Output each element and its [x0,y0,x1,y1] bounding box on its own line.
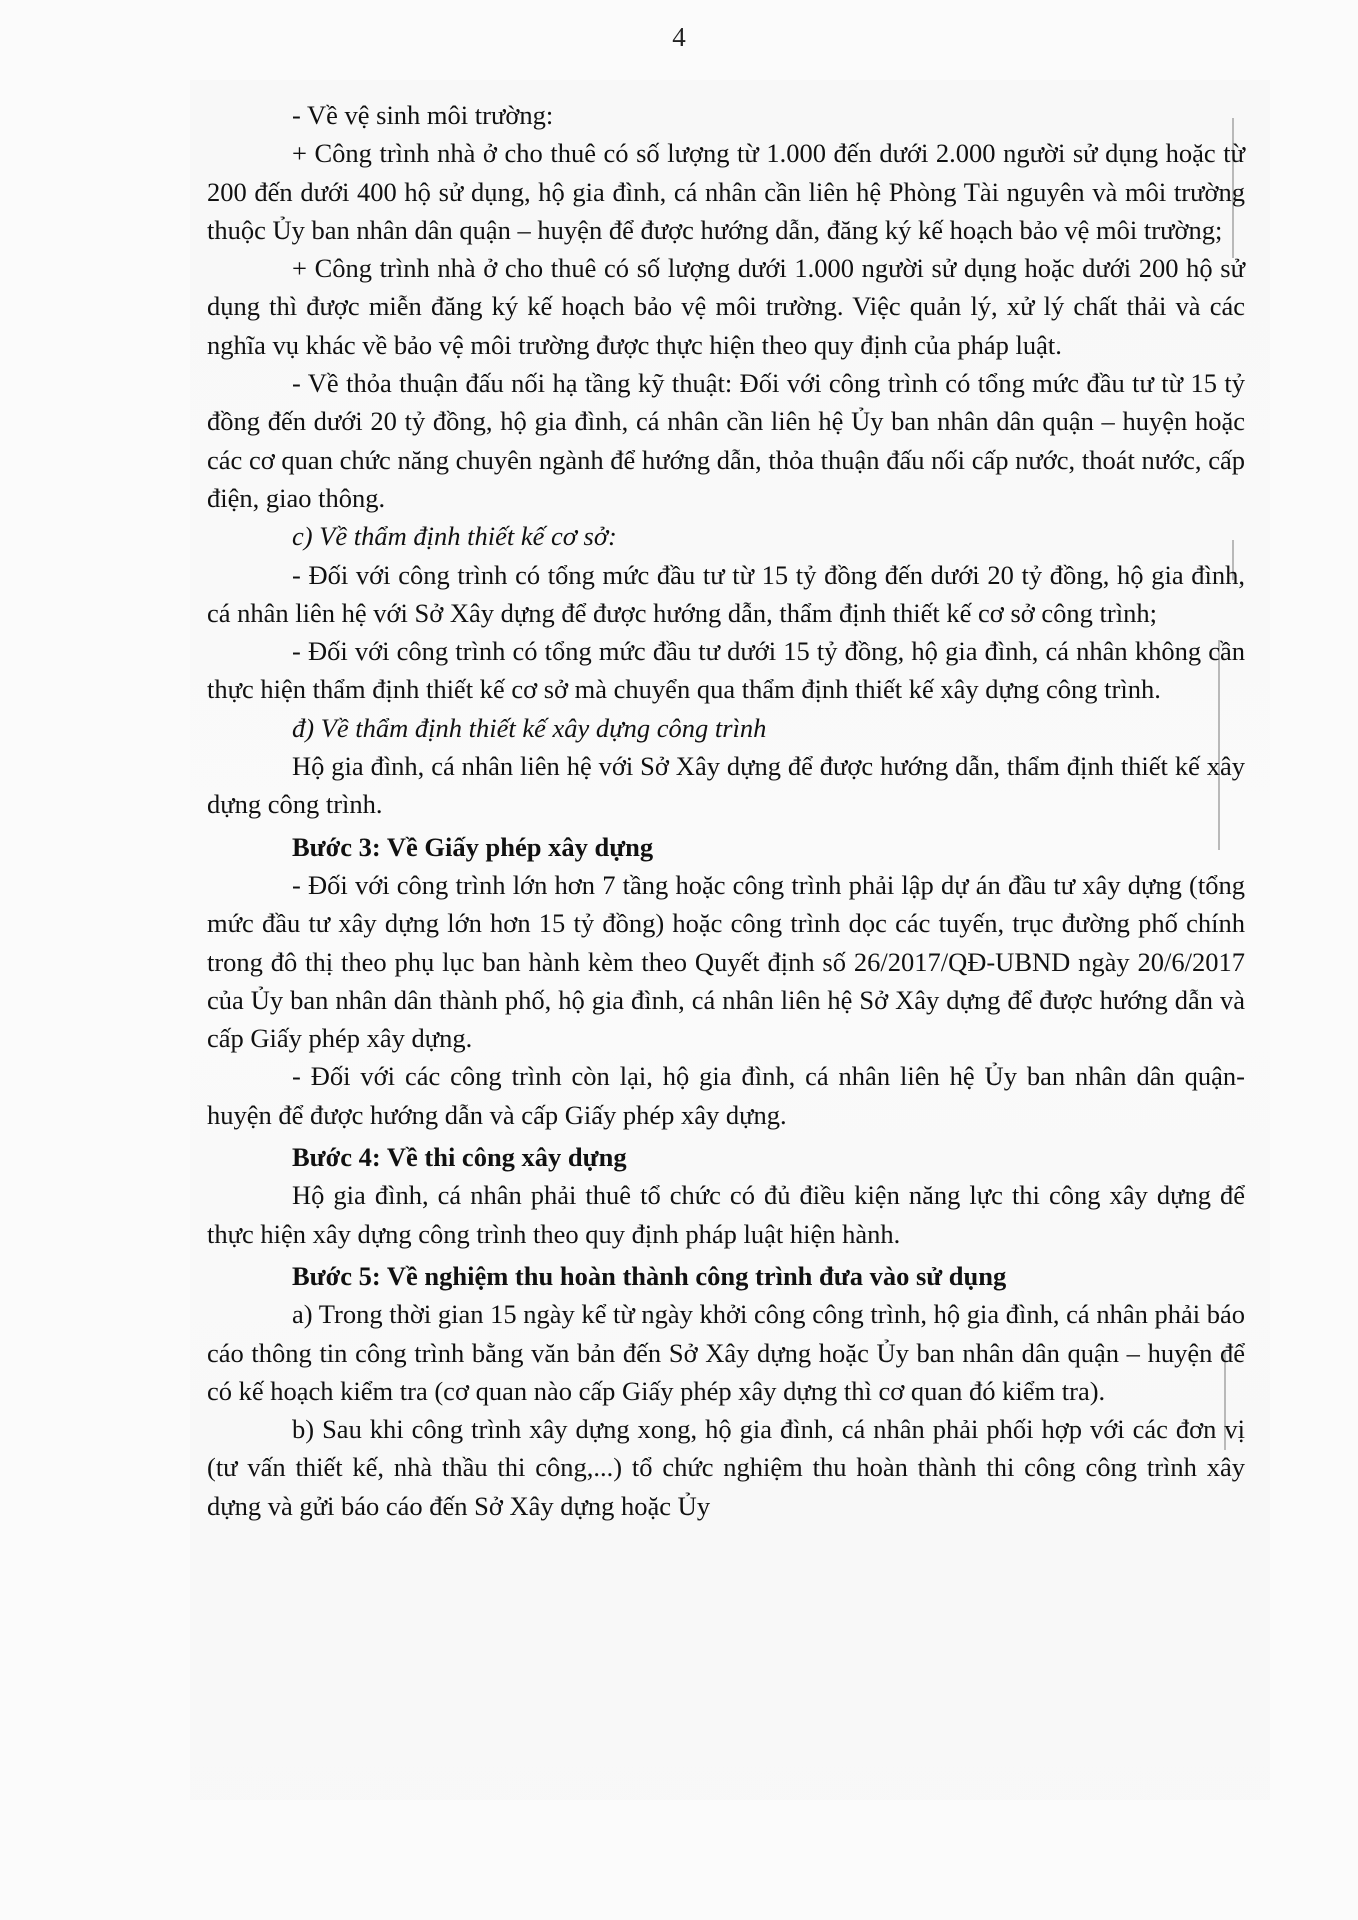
paragraph-permit-district: - Đối với các công trình còn lại, hộ gia đình, cá nhân liên hệ Ủy ban nhân dân quận-huyện để được hướng dẫn và cấp Giấy phép xây dựng. [207,1061,1245,1130]
heading-step-4: Bước 4: Về thi công xây dựng [292,1142,627,1173]
page-number: 4 [672,22,686,52]
paragraph-basic-design-15-20: - Đối với công trình có tổng mức đầu tư từ 15 tỷ đồng đến dưới 20 tỷ đồng, hộ gia đình, cá nhân liên hệ với Sở Xây dựng để được hướng dẫn, thẩm định thiết kế cơ sở công trình; [207,559,1245,628]
paragraph-step-5-b: b) Sau khi công trình xây dựng xong, hộ gia đình, cá nhân phải phối hợp với các đơn vị (tư vấn thiết kế, nhà thầu thi công,...) tổ chức nghiệm thu hoàn thành thi công công trình xây dựng và gửi báo cáo đến Sở Xây dựng hoặc Ủy [207,1414,1245,1521]
paragraph-env-large: + Công trình nhà ở cho thuê có số lượng từ 1.000 đến dưới 2.000 người sử dụng hoặc từ 200 đến dưới 400 hộ sử dụng, hộ gia đình, cá nhân cần liên hệ Phòng Tài nguyên và môi trường thuộc Ủy ban nhân dân quận – huyện để được hướng dẫn, đăng ký kế hoạch bảo vệ môi trường; [207,138,1245,245]
heading-step-5: Bước 5: Về nghiệm thu hoàn thành công trình đưa vào sử dụng [292,1260,1007,1291]
paragraph-infrastructure: - Về thỏa thuận đấu nối hạ tầng kỹ thuật: Đối với công trình có tổng mức đầu tư từ 15 tỷ đồng đến dưới 20 tỷ đồng, hộ gia đình, cá nhân cần liên hệ Ủy ban nhân dân quận – huyện hoặc các cơ quan chức năng chuyên ngành để hướng dẫn, thỏa thuận đấu nối cấp nước, thoát nước, cấp điện, giao thông. [207,368,1245,513]
paragraph-env-heading: - Về vệ sinh môi trường: [292,100,554,130]
paragraph-env-small: + Công trình nhà ở cho thuê có số lượng dưới 1.000 người sử dụng hoặc dưới 200 hộ sử dụng thì được miễn đăng ký kế hoạch bảo vệ môi trường. Việc quản lý, xử lý chất thải và các nghĩa vụ khác về bảo vệ môi trường được thực hiện theo quy định của pháp luật. [207,253,1245,360]
subheading-basic-design: c) Về thẩm định thiết kế cơ sở: [292,521,617,552]
paragraph-construction: Hộ gia đình, cá nhân phải thuê tổ chức có đủ điều kiện năng lực thi công xây dựng để thực hiện xây dựng công trình theo quy định pháp luật hiện hành. [207,1180,1245,1249]
document-body [207,96,1245,1525]
heading-step-3: Bước 3: Về Giấy phép xây dựng [292,831,654,862]
paragraph-permit-department: - Đối với công trình lớn hơn 7 tầng hoặc công trình phải lập dự án đầu tư xây dựng (tổng mức đầu tư xây dựng lớn hơn 15 tỷ đồng) hoặc công trình dọc các tuyến, trục đường phố chính trong đô thị theo phụ lục ban hành kèm theo Quyết định số 26/2017/QĐ-UBND ngày 20/6/2017 của Ủy ban nhân dân thành phố, hộ gia đình, cá nhân liên hệ Sở Xây dựng để được hướng dẫn và cấp Giấy phép xây dựng. [207,869,1245,1054]
paragraph-basic-design-under-15: - Đối với công trình có tổng mức đầu tư dưới 15 tỷ đồng, hộ gia đình, cá nhân không cần thực hiện thẩm định thiết kế cơ sở mà chuyển qua thẩm định thiết kế xây dựng công trình. [207,636,1245,705]
subheading-construction-design: đ) Về thẩm định thiết kế xây dựng công trình [292,712,767,743]
paragraph-step-5-a: a) Trong thời gian 15 ngày kể từ ngày khởi công công trình, hộ gia đình, cá nhân phải báo cáo thông tin công trình bằng văn bản đến Sở Xây dựng hoặc Ủy ban nhân dân quận – huyện để có kế hoạch kiểm tra (cơ quan nào cấp Giấy phép xây dựng thì cơ quan đó kiểm tra). [207,1299,1245,1406]
paragraph-construction-design: Hộ gia đình, cá nhân liên hệ với Sở Xây dựng để được hướng dẫn, thẩm định thiết kế xây dựng công trình. [207,751,1245,820]
